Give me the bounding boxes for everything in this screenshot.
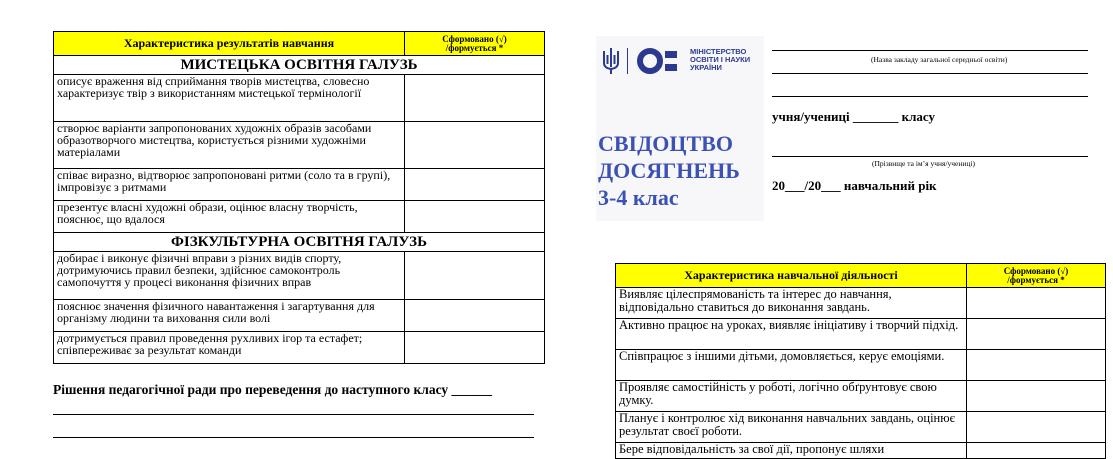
header-status-line1: Сформовано (√) (442, 33, 507, 44)
table-row-text: описує враження від сприймання творів мистецтва, словесно характеризує твір з використанням мистецької термінології (54, 75, 405, 122)
council-decision-label: Рішення педагогічної ради про переведення до наступного класу ______ (53, 382, 493, 397)
table-row-text: Бере відповідальність за свої дії, пропонує шляхи (616, 443, 967, 459)
school-name-caption: (Назва закладу загальної середньої освіти) (871, 55, 1008, 64)
table-header-characteristic: Характеристика результатів навчання (54, 32, 405, 56)
status-cell[interactable] (967, 381, 1106, 412)
table-row-text: Планує і контролює хід виконання навчальних завдань, оцінює результат своєї роботи. (616, 412, 967, 443)
decision-line-1[interactable] (53, 414, 534, 415)
table-row-text: добирає і виконує фізичні вправи з різних видів спорту, дотримуючись правил безпеки, здійснює самоконтроль самопочуття у процесі виконання фізичних вправ (54, 252, 405, 300)
header-status-line2: /формується * (445, 42, 504, 53)
status-cell[interactable] (405, 122, 545, 169)
status-cell[interactable] (405, 252, 545, 300)
status-cell[interactable] (967, 412, 1106, 443)
learning-activity-table (615, 263, 1106, 459)
pupil-name-line[interactable] (772, 156, 1088, 157)
table-row-text: Виявляє цілеспрямованість та інтерес до навчання, відповідально ставиться до виконання завдань. (616, 288, 967, 319)
status-cell[interactable] (967, 443, 1106, 459)
header-status-line1: Сформовано (√) (1003, 265, 1069, 276)
school-name-line-3[interactable] (772, 96, 1088, 97)
school-year-label: 20___/20___ навчальний рік (772, 178, 937, 193)
status-cell[interactable] (405, 201, 545, 233)
table-row-text: дотримується правил проведення рухливих ігор та естафет; співпереживає за результат команди (54, 332, 405, 364)
section-title-physical: ФІЗКУЛЬТУРНА ОСВІТНЯ ГАЛУЗЬ (54, 233, 545, 252)
ministry-name: МІНІСТЕРСТВО ОСВІТИ І НАУКИ УКРАЇНИ (690, 47, 751, 72)
status-cell[interactable] (405, 300, 545, 332)
table-row-text: Активно працює на уроках, виявляє ініціативу і творчий підхід. (616, 319, 967, 350)
status-cell[interactable] (405, 75, 545, 122)
ministry-logo-icon (637, 47, 681, 75)
school-name-line-2[interactable] (772, 73, 1088, 74)
table-header-status (967, 264, 1106, 288)
title-line-2: ДОСЯГНЕНЬ (598, 158, 740, 183)
status-cell[interactable] (967, 350, 1106, 381)
status-cell[interactable] (967, 288, 1106, 319)
table-row-text: створює варіанти запропонованих художніх образів засобами образотворчого мистецтва, користується різними художніми матеріалами (54, 122, 405, 169)
certificate-title (598, 130, 740, 211)
school-name-line[interactable] (772, 50, 1088, 51)
table-header-characteristic: Характеристика навчальної діяльності (616, 264, 967, 288)
table-header-status (405, 32, 545, 56)
trident-icon (600, 47, 622, 75)
header-status-line2: /формується * (1007, 274, 1065, 285)
title-line-1: СВІДОЦТВО (598, 131, 733, 156)
status-cell[interactable] (405, 169, 545, 201)
status-cell[interactable] (405, 332, 545, 364)
logo-divider (627, 48, 628, 74)
section-title-art: МИСТЕЦЬКА ОСВІТНЯ ГАЛУЗЬ (54, 56, 545, 75)
pupil-class-label: учня/учениці _______ класу (772, 109, 936, 124)
table-row-text: Проявляє самостійність у роботі, логічно обґрунтовує свою думку. (616, 381, 967, 412)
pupil-name-caption: (Прізвище та ім’я учня/учениці) (872, 159, 976, 168)
title-line-3: 3-4 клас (598, 185, 679, 210)
table-row-text: презентує власні художні образи, оцінює власну творчість, пояснює, що вдалося (54, 201, 405, 233)
decision-line-2[interactable] (53, 437, 534, 438)
table-row-text: співає виразно, відтворює запропоновані ритми (соло та в групі), імпровізує з ритмами (54, 169, 405, 201)
table-row-text: пояснює значення фізичного навантаження і загартування для організму людини та виховання сили волі (54, 300, 405, 332)
learning-results-table (53, 31, 545, 364)
status-cell[interactable] (967, 319, 1106, 350)
table-row-text: Співпрацює з іншими дітьми, домовляється, керує емоціями. (616, 350, 967, 381)
